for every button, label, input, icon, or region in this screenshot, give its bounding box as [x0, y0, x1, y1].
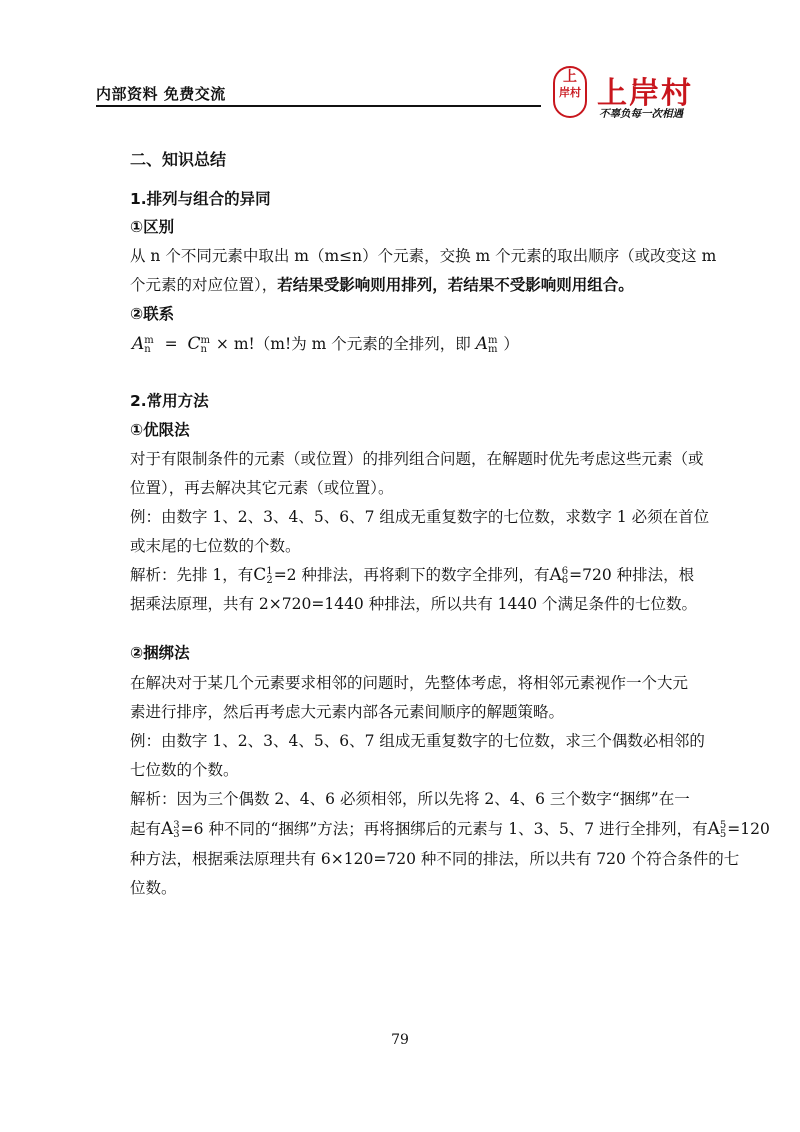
formula-c: C	[187, 334, 201, 354]
a-sub: 6	[561, 575, 569, 586]
priority-example-1: 例：由数字 1、2、3、4、5、6、7 组成无重复数字的七位数，求数字 1 必须在首位	[130, 508, 710, 526]
heading-relation: ②联系	[130, 305, 175, 323]
relation-formula	[132, 332, 519, 354]
formula-a: A	[132, 334, 145, 354]
formula-tail-a: A	[475, 334, 488, 354]
heading-priority-method: ①优限法	[130, 421, 190, 439]
difference-text: 个元素的对应位置），	[130, 276, 278, 294]
binding-text-a: 起有	[130, 820, 162, 838]
binding-example-2: 七位数的个数。	[130, 761, 239, 779]
c-sup: 1	[266, 566, 273, 577]
formula-a-sub: n	[144, 344, 151, 355]
formula-times: × m!（m!为 m 个元素的全排列，即	[215, 335, 471, 353]
binding-desc-2: 素进行排序，然后再考虑大元素内部各元素间顺序的解题策略。	[130, 703, 565, 721]
binding-solution-3: 种方法，根据乘法原理共有 6×120=720 种不同的排法，所以共有 720 个符合条件的七	[130, 850, 740, 868]
seal-bottom-chars: 岸村	[559, 86, 581, 99]
brand-name: 上岸村	[597, 76, 693, 111]
difference-line-2	[130, 273, 708, 295]
heading-binding-method: ②捆绑法	[130, 644, 190, 662]
binding-solution-2	[130, 817, 770, 840]
solution-text-c: =720 种排法，根	[569, 566, 695, 584]
priority-desc-2: 位置），再去解决其它元素（或位置）。	[130, 479, 394, 497]
header-rule	[96, 105, 541, 107]
a5-sub: 5	[719, 829, 727, 840]
difference-line-1: 从 n 个不同元素中取出 m（m≤n）个元素，交换 m 个元素的取出顺序（或改变这 m	[130, 247, 717, 265]
seal-icon	[553, 66, 587, 118]
a5-sup: 5	[719, 820, 727, 831]
a-symbol: A	[549, 565, 562, 585]
c-symbol: C	[253, 565, 267, 585]
formula-tail-sub: m	[487, 344, 498, 355]
binding-example-1: 例：由数字 1、2、3、4、5、6、7 组成无重复数字的七位数，求三个偶数必相邻的	[130, 732, 705, 750]
priority-solution-2: 据乘法原理，共有 2×720=1440 种排法，所以共有 1440 个满足条件的七位数。	[130, 595, 698, 613]
brand-slogan: 不辜负每一次相遇	[599, 108, 683, 120]
section-title: 二、知识总结	[130, 150, 227, 169]
heading-difference: ①区别	[130, 218, 175, 236]
heading-methods: 2.常用方法	[130, 392, 209, 410]
formula-c-sub: n	[200, 344, 207, 355]
binding-solution-1: 解析：因为三个偶数 2、4、6 必须相邻，所以先将 2、4、6 三个数字“捆绑”在一	[130, 790, 690, 808]
formula-a-sup: m	[144, 335, 154, 346]
heading-perm-comb: 1.排列与组合的异同	[130, 190, 271, 208]
c-sub: 2	[266, 575, 273, 586]
a3-sup: 3	[173, 820, 180, 831]
a5-symbol: A	[707, 819, 720, 839]
header-label: 内部资料 免费交流	[96, 85, 226, 103]
priority-example-2: 或末尾的七位数的个数。	[130, 537, 301, 555]
priority-desc-1: 对于有限制条件的元素（或位置）的排列组合问题，在解题时优先考虑这些元素（或	[130, 450, 704, 468]
formula-close: ）	[503, 335, 519, 353]
a3-symbol: A	[161, 819, 174, 839]
formula-eq: =	[164, 335, 178, 353]
difference-rule: 若结果受影响则用排列，若结果不受影响则用组合。	[277, 276, 634, 294]
a-sup: 6	[561, 566, 569, 577]
formula-tail-sup: m	[487, 335, 498, 346]
brand-logo	[553, 66, 713, 126]
formula-c-sup: m	[200, 335, 210, 346]
solution-text-a: 解析：先排 1，有	[130, 566, 254, 584]
binding-desc-1: 在解决对于某几个元素要求相邻的问题时，先整体考虑，将相邻元素视作一个大元	[130, 674, 689, 692]
a3-sub: 3	[173, 829, 180, 840]
binding-solution-4: 位数。	[130, 879, 177, 897]
binding-text-c: =120	[727, 820, 770, 838]
priority-solution-1	[130, 563, 708, 585]
seal-top-char: 上	[563, 69, 577, 85]
page-number: 79	[391, 1032, 409, 1048]
binding-text-b: =6 种不同的“捆绑”方法；再将捆绑后的元素与 1、3、5、7 进行全排列，有	[180, 820, 708, 838]
solution-text-b: =2 种排法，再将剩下的数字全排列，有	[273, 566, 550, 584]
